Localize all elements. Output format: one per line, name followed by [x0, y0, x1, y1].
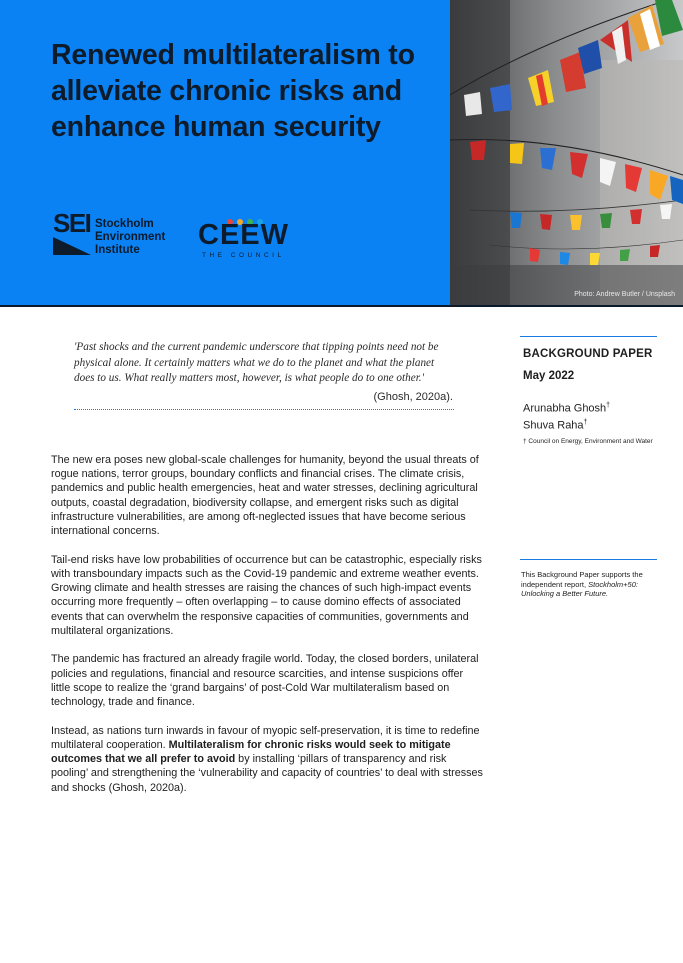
ceew-logo — [198, 212, 288, 262]
body-paragraph-4-end: by installing ‘pillars of transparency and risk pooling’ and strengthening the ‘vulnerability and capacity of countries’ to deal with stresses and shocks (Ghosh, 2020a). — [51, 753, 483, 794]
author-1: Arunabha Ghosh† — [523, 402, 611, 415]
author-affiliation: † Council on Energy, Environment and Water — [523, 438, 653, 445]
photo-credit: Photo: Andrew Butler / Unsplash — [574, 291, 675, 298]
ceew-logo-mark: CEEW — [198, 219, 289, 251]
header-divider — [0, 305, 683, 307]
author-list — [523, 399, 610, 432]
sei-line-2: Environment — [95, 231, 166, 243]
support-note: This Background Paper supports the independent report, Stockholm+50: Unlocking a Better Future. — [521, 570, 643, 598]
sei-line-3: Institute — [95, 244, 140, 256]
author-2: Shuva Raha† — [523, 418, 588, 432]
body-paragraph-3: The pandemic has fractured an already fragile world. Today, the closed borders, unilateral policies and regulations, financial and resource scarcities, and intense suspicions offer little scope to realize the ‘grand bargains’ of post-Cold War multilateralism based on technology, trade and finance. — [51, 653, 479, 709]
paper-type: BACKGROUND PAPER — [523, 348, 653, 360]
body-paragraph-4-highlight: Multilateralism for chronic risks would seek to mitigate outcomes that we all prefer to avoid — [51, 738, 451, 766]
body-paragraph-4 — [51, 724, 483, 795]
body-paragraph-2: Tail-end risks have low probabilities of occurrence but can be catastrophic, especially risks with transboundary impacts such as the Covid-19 pandemic and extreme weather events. Growing climate and health stresses are raising the chances of such high-impact events occurring more frequently – often overlapping – to cause domino effects of associated events that can overwhelm the responsive capacities of communities, governments and multilateral organizations. — [51, 553, 482, 637]
sei-line-1: Stockholm — [95, 218, 154, 230]
sei-logo-mark: SEI — [53, 208, 91, 238]
paper-date: May 2022 — [523, 370, 575, 382]
sei-logo-text — [95, 218, 165, 257]
sei-logo — [53, 210, 183, 260]
sidebar-rule-top — [520, 336, 657, 337]
body-paragraph-4-start: Instead, as nations turn inwards in favour of myopic self-preservation, it is time to redefine multilateral cooperation. — [51, 724, 480, 751]
sei-triangle-icon — [53, 237, 91, 255]
bunting-flags-image — [450, 0, 683, 305]
sidebar-rule-bottom — [520, 559, 657, 560]
pull-quote: 'Past shocks and the current pandemic underscore that tipping points need not be physical alone. It certainly matters what we do to the planet and what the planet does to us. What really matters most, however, is what people do to one other.' — [74, 341, 439, 384]
body-paragraph-1: The new era poses new global-scale challenges for humanity, beyond the usual threats of rogue nations, terror groups, boundary conflicts and financial crises. The climate crisis, pandemics and public health emergencies, heat and water stresses, declining agricultural outputs, coastal degradation, biodiversity collapse, and emergent risks such as digital infrastructure vulnerabilities, are among oft-neglected issues that have become serious international concerns. — [51, 454, 479, 538]
quote-divider — [74, 409, 454, 410]
ceew-logo-sub: THE COUNCIL — [202, 252, 285, 259]
body-text — [51, 453, 483, 809]
page-title: Renewed multilateralism to alleviate chronic risks and enhance human security — [51, 39, 415, 143]
quote-citation: (Ghosh, 2020a). — [373, 391, 453, 403]
report-title: Stockholm+50: Unlocking a Better Future. — [521, 579, 638, 598]
cover-photo — [450, 0, 683, 305]
